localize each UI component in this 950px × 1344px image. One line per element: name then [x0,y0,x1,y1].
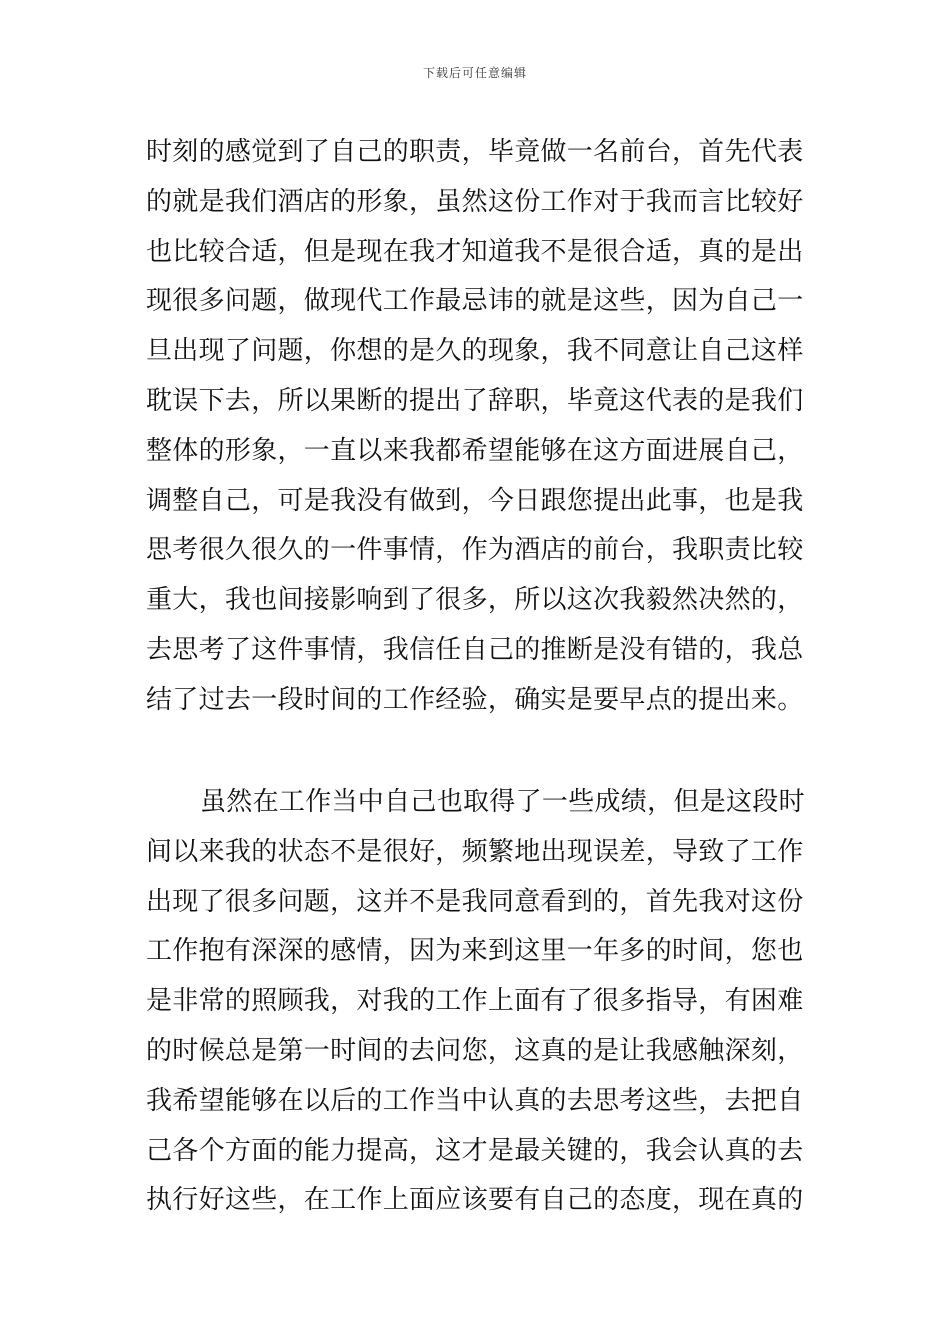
paragraph-line: 重大，我也间接影响到了很多，所以这次我毅然决然的， [146,585,804,616]
paragraph-line: 执行好这些，在工作上面应该要有自己的态度，现在真的 [146,1185,804,1216]
paragraph-line: 调整自己，可是我没有做到，今日跟您提出此事，也是我 [146,485,804,516]
header-note: 下载后可任意编辑 [422,66,527,80]
paragraph-line: 间以来我的状态不是很好，频繁地出现误差，导致了工作 [146,836,804,867]
paragraph-line: 结了过去一段时间的工作经验，确实是要早点的提出来。 [146,684,804,715]
paragraph-line: 现很多问题，做现代工作最忌讳的就是这些，因为自己一 [146,286,804,317]
paragraph-line: 去思考了这件事情，我信任自己的推断是没有错的，我总 [146,634,804,665]
paragraph-line: 虽然在工作当中自己也取得了一些成绩，但是这段时 [200,787,805,817]
paragraph-line: 的就是我们酒店的形象，虽然这份工作对于我而言比较好 [146,186,804,217]
paragraph-line: 出现了很多问题，这并不是我同意看到的，首先我对这份 [146,886,804,917]
paragraph-1 [146,128,806,726]
paragraph-line: 我希望能够在以后的工作当中认真的去思考这些，去把自 [146,1085,804,1116]
paragraph-line: 思考很久很久的一件事情，作为酒店的前台，我职责比较 [146,535,804,566]
paragraph-line: 工作抱有深深的感情，因为来到这里一年多的时间，您也 [146,936,804,967]
paragraph-line: 己各个方面的能力提高，这才是最关键的，我会认真的去 [146,1135,804,1166]
paragraph-line: 时刻的感觉到了自己的职责，毕竟做一名前台，首先代表 [146,137,804,167]
paragraph-line: 也比较合适，但是现在我才知道我不是很合适，真的是出 [146,236,804,267]
paragraph-2 [146,778,806,1226]
paragraph-line: 整体的形象，一直以来我都希望能够在这方面进展自己， [146,435,804,466]
paragraph-line: 是非常的照顾我，对我的工作上面有了很多指导，有困难 [146,986,804,1017]
paragraph-line: 的时候总是第一时间的去问您，这真的是让我感触深刻， [146,1035,804,1066]
paragraph-line: 旦出现了问题，你想的是久的现象，我不同意让自己这样 [146,336,804,367]
paragraph-line: 耽误下去，所以果断的提出了辞职，毕竟这代表的是我们 [146,385,804,416]
